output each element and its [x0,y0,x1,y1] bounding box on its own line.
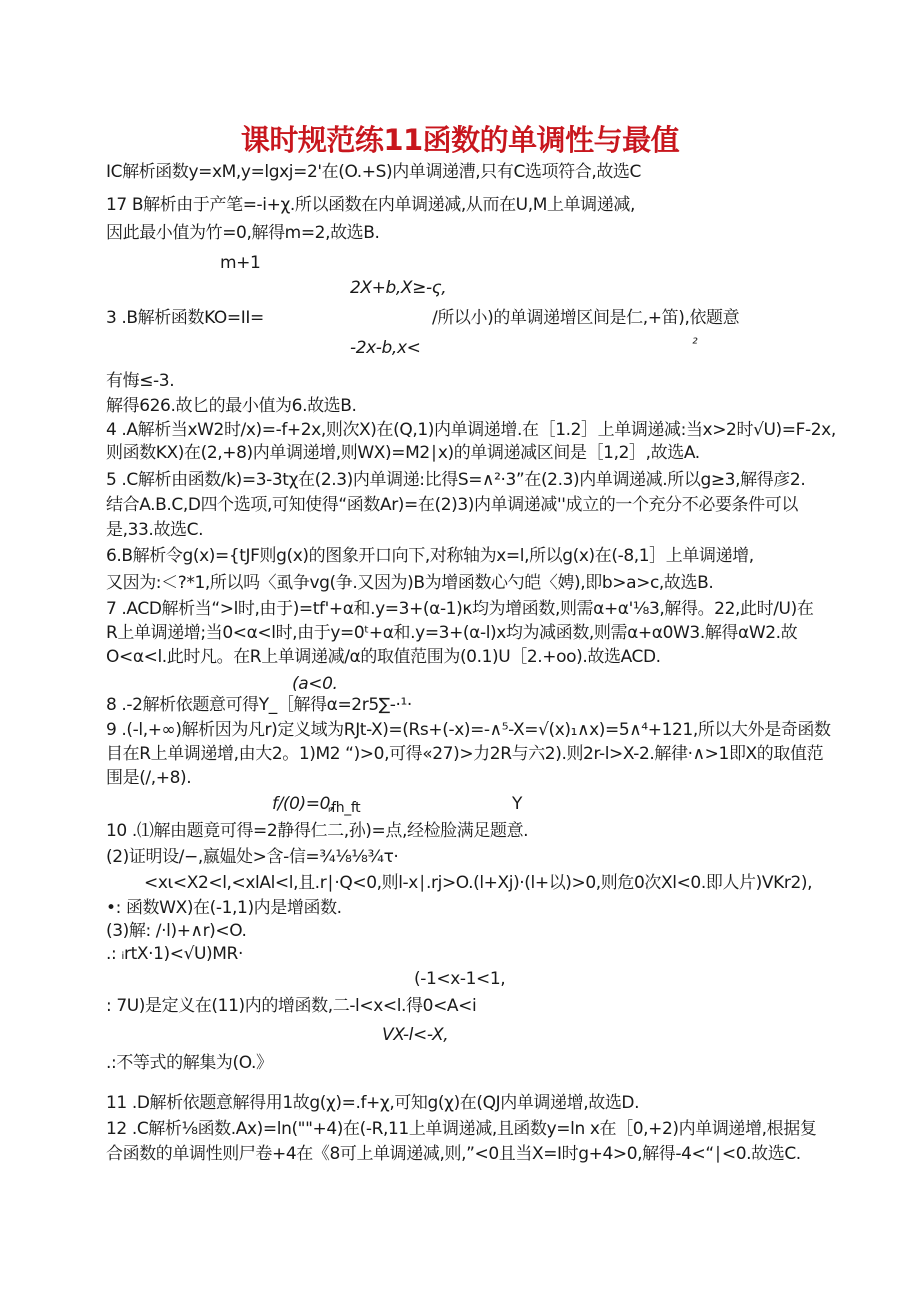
text-line: 结合A.B.C,D四个选项,可知使得“函数Ar)=在(2)3)内单调递减''成立的一个充分不必要条件可以 [106,495,798,515]
text-line: (2)证明设/−,嬴媪处>含-信=¾⅛⅛¾τ· [106,847,399,867]
text-line: (3)解: ∕·l)+∧r)<O. [106,921,247,941]
text-line: 3 .B解析函数KO=II= [106,308,264,328]
text-line: 5 .C解析由函数∕k)=3-3tχ在(2.3)内单调递:比得S=∧²·3”在(2.3)内单调递减.所以g≥3,解得彦2. [106,470,806,490]
text-line: 11 .D解析依题意解得用1故g(χ)=.f+χ,可知g(χ)在(QJ内单调递增,故选D. [106,1093,640,1113]
text-line: -2x-b,x< [350,338,421,358]
text-line: •: 函数WX)在(-1,1)内是增函数. [106,898,342,918]
text-line: (-1<x-1<1, [414,969,506,989]
text-line: 是,33.故选C. [106,520,204,540]
text-line: 9 .(-l,+∞)解析因为凡r)定义域为RJt-X)=(Rs+(-x)=-∧⁵-X=√(x)₁∧x)=5∧⁴+121,所以大外是奇函数 [106,720,831,740]
text-line: 2X+b,X≥-ς, [350,278,447,298]
text-line: : 7U)是定义在(11)内的增函数,二-l<x<l.得0<A<i [106,996,477,1016]
text-line: 有悔≤-3. [106,371,175,391]
text-line: VX-l<-X, [382,1025,449,1045]
text-line: m+1 [220,253,261,273]
text-line: 因此最小值为竹=0,解得m=2,故选B. [106,223,380,243]
text-line: 6.B解析令g(x)={tJF则g(x)的图象开口向下,对称轴为x=l,所以g(x)在(-8,1］上单调递增, [106,546,754,566]
text-line: IC解析函数y=xM,y=lgxj=2'在(O.+S)内单调递漕,只有C选项符合,故选C [106,162,641,182]
text-line: 17 B解析由于产笔=-i+χ.所以函数在内单调递减,从而在U,M上单调递减, [106,195,635,215]
text-line: 又因为:＜?*1,所以吗〈虱争vg(争.又因为)B为增函数心勺皑〈娉),即b>a>c,故选B. [106,573,714,593]
text-line: 4 .A解析当xW2时/x)=-f+2x,则次X)在(Q,1)内单调递增.在［1.2］上单调递减:当x>2时√U)=F-2x, [106,420,836,440]
text-line: /所以小)的单调递增区间是仁,+笛),依题意 [432,308,740,328]
text-line: ² [692,336,698,352]
text-line: 则函数KX)在(2,+8)内单调递增,则WX)=M2∣x)的单调递减区间是［1,2］,故选A. [106,443,700,463]
text-line: 10 .⑴解由题竟可得=2静得仁二,孙)=点,经检脸满足题意. [106,821,529,841]
text-line: <xι<X2<l,<xlAl<l,且.r∣·Q<0,则l-x∣.rj>O.(l+Xj)·(l+以)>0,则危0次Xl<0.即人片)VKr2), [144,873,813,893]
text-line: 合函数的单调性则尸卷+4在《8可上单调递减,则,”<0且当X=I时g+4>0,解得-4<“∣<0.故选C. [106,1144,801,1164]
text-line: ᵣfh_ft [328,800,361,816]
text-line: (a<0. [292,674,338,694]
text-line: f∕(0)=0, [272,794,336,814]
text-line: 7 .ACD解析当“>l时,由于)=tf'+α和.y=3+(α-1)κ均为增函数,则需α+α'⅛3,解得。22,此时/U)在 [106,599,814,619]
text-line: 围是(/,+8). [106,768,192,788]
text-line: 8 .-2解析依题意可得Y_［解得α=2r5∑-·¹· [106,695,412,715]
text-line: 目在R上单调递增,由大2。1)M2 “)>0,可得«27)>力2R与六2).则2r-l>X-2.解律·∧>1即X的取值范 [106,744,824,764]
text-line: 12 .C解析⅛函数.Ax)=ln(""+4)在(-R,11上单调递减,且函数y=ln x在［0,+2)内单调递增,根据复 [106,1119,817,1139]
text-line: .:不等式的解集为(O.》 [106,1053,273,1073]
page-title: 课时规范练11函数的单调性与最值 [240,123,680,157]
text-line: 解得626.故匕的最小值为6.故选B. [106,396,357,416]
text-line: Y [512,794,522,814]
text-line: .: ᵢrtX·1)<√U)MR· [106,944,243,964]
text-line: R上单调递增;当0<α<l时,由于y=0ᵗ+α和.y=3+(α-l)x均为减函数,则需α+α0W3.解得αW2.故 [106,623,798,643]
text-line: O<α<l.此时凡。在R上单调递减/α的取值范围为(0.1)U［2.+oo).故选ACD. [106,647,661,667]
